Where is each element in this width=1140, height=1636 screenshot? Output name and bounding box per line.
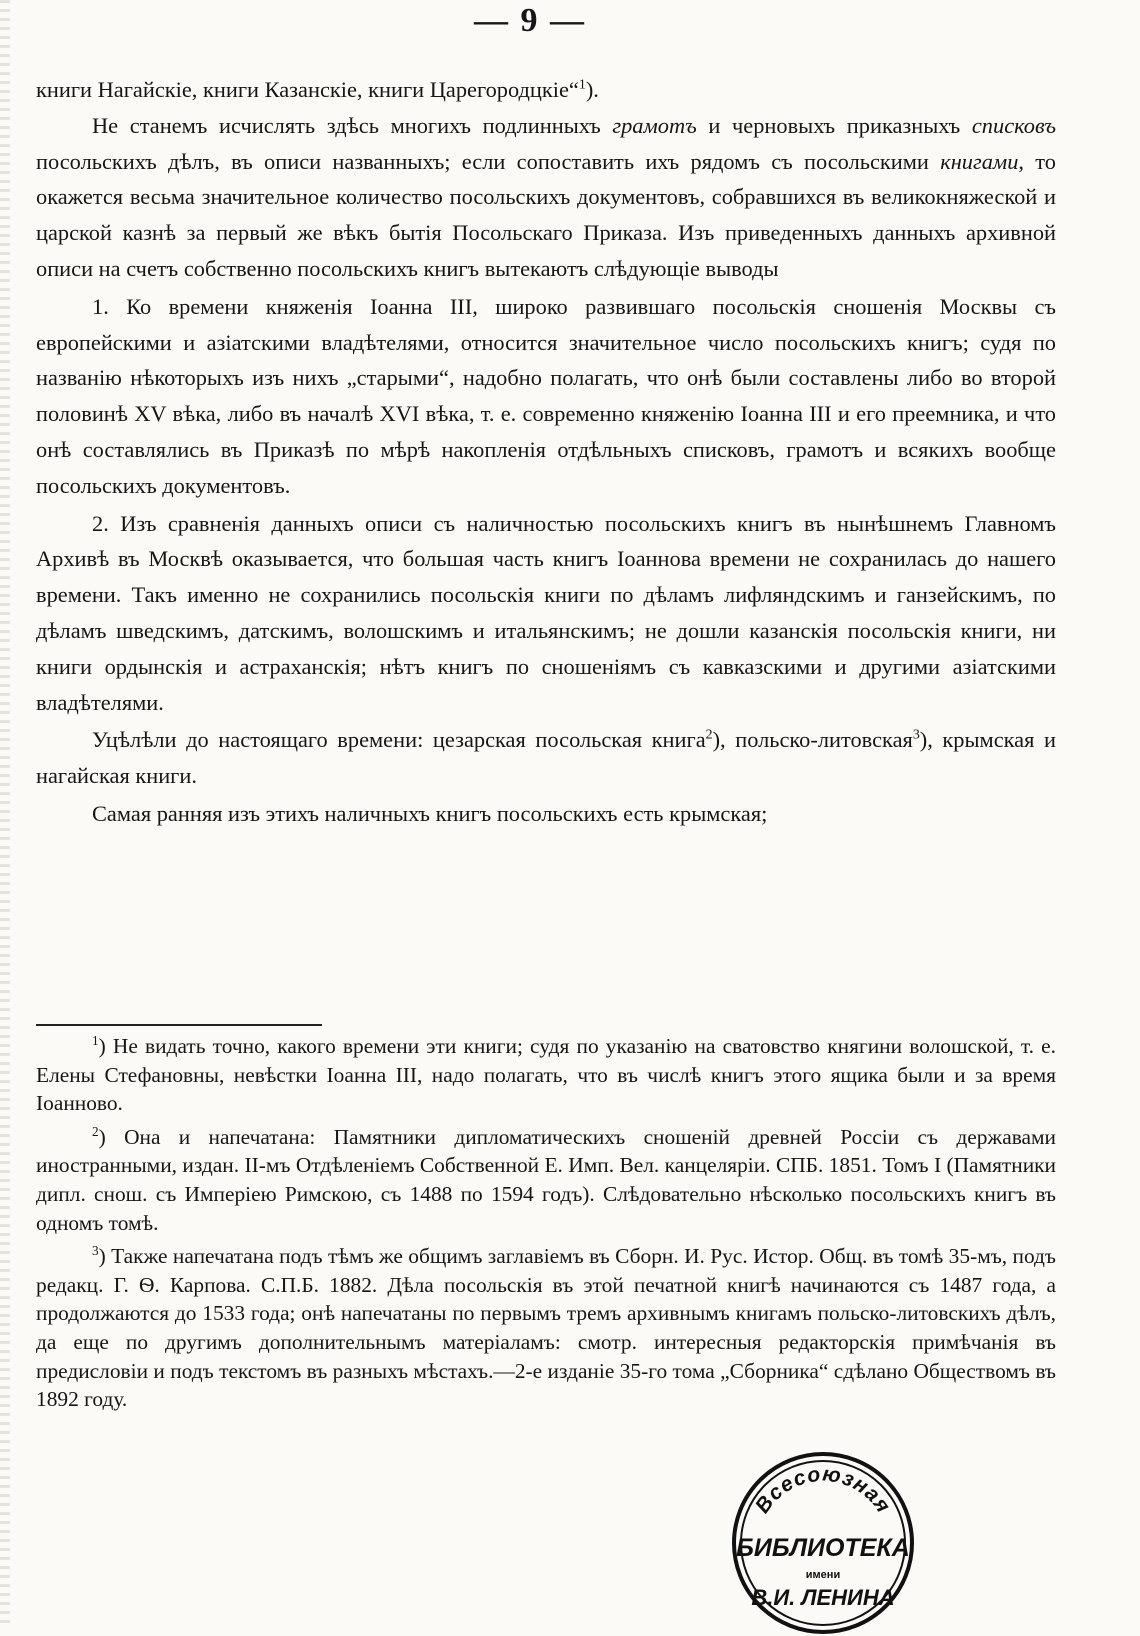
footnote-text: ) Также напечатана подъ тѣмъ же общимъ заглавіемъ въ Сборн. И. Рус. Истор. Общ. въ томѣ 35-мъ, подъ редакц. Г. Ѳ. Карпова. С.П.Б. 1882. Дѣла посольскія въ этой печатной книгѣ начинаются съ 1487 года, а продолжаются до 1533 года; онѣ напечатаны по первымъ тремъ архивнымъ книгамъ польско-литовскихъ дѣлъ, да еще по другимъ дополнительнымъ матеріаламъ: смотр. интересныя редакторскія примѣчанія въ предисловіи и подъ текстомъ въ разныхъ мѣстахъ.—2-е изданіе 35-го тома „Сборника“ сдѣлано Обществомъ въ 1892 году. [36,1244,1056,1412]
library-stamp [730,1450,916,1636]
footnote-ref-2[interactable]: 2 [705,727,713,743]
footnote-mark: 2 [92,1123,99,1139]
footnote-ref-3[interactable]: 3 [912,727,920,743]
paragraph-1-emphasis: книгами [940,148,1019,174]
footnotes [36,1032,1056,1419]
paragraph-0-end: ). [585,77,599,102]
paragraph-1-part: посольскихъ дѣлъ, въ описи названныхъ; если сопоставить ихъ рядомъ съ посольскими [36,148,941,174]
paragraph-1-part: и черновыхъ приказныхъ [696,112,972,138]
paragraph-1-emphasis: списковъ [971,112,1056,138]
footnote-mark: 3 [92,1243,99,1259]
paragraph-0-text: книги Нагайскіе, книги Казанскіе, книги Царегородцкіе“ [36,77,579,102]
footnote-text: ) Не видать точно, какого времени эти книги; судя по указанію на сватовство княгини волошской, т. е. Елены Стефановны, невѣстки Іоанна III, надо полагать, что въ числѣ книгъ этого ящика были и за время Іоанново. [36,1034,1056,1116]
footnote-2 [36,1123,1056,1237]
paragraph-1 [36,108,1056,287]
stamp-small-text: имени [805,1569,841,1581]
paragraph-4-part: ), крымская и нагайская книги. [36,727,1057,789]
footnote-1 [36,1032,1056,1118]
stamp-bottom-text: В.И. ЛЕНИНА [751,1585,895,1610]
paragraph-4-part: ), польско-литовская [712,727,913,753]
page-number: — 9 — [474,2,586,39]
paragraph-surviving-books [36,722,1056,794]
paragraph-earliest-book: Самая ранняя изъ этихъ наличныхъ книгъ посольскихъ есть крымская; [92,800,768,826]
stamp-top-text: Всесоюзная [750,1462,896,1518]
paragraph-1-emphasis: грамотъ [612,112,697,138]
footnote-divider [36,1024,322,1026]
main-text [36,72,1056,832]
footnote-mark: 1 [92,1032,99,1048]
paragraph-conclusion-2: 2. Изъ сравненія данныхъ описи съ наличностью посольскихъ книгъ въ нынѣшнемъ Главномъ Архивѣ въ Москвѣ оказывается, что большая часть книгъ Іоаннова времени не сохранилась до нашего времени. Такъ именно не сохранились посольскія книги по дѣламъ лифляндскимъ и ганзейскимъ, по дѣламъ шведскимъ, датскимъ, волошскимъ и итальянскимъ; не дошли казанскія посольскія книги, ни книги ордынскія и астраханскія; нѣтъ книгъ по сношеніямъ съ кавказскими и другими азіатскими владѣтелями. [36,510,1056,715]
paragraph-1-part: Не станемъ исчислять здѣсь многихъ подлинныхъ [92,112,613,138]
stamp-middle-text: БИБЛИОТЕКА [736,1534,910,1562]
footnote-ref-1[interactable]: 1 [578,77,586,93]
paragraph-0 [36,72,1056,108]
scan-edge-shadow [0,0,10,1625]
paragraph-1-part: , то окажется весьма значительное количество посольскихъ документовъ, собравшихся въ великокняжеской и царской казнѣ за первый же вѣкъ бытія Посольскаго Приказа. Изъ приведенныхъ данныхъ архивной описи на счетъ собственно посольскихъ книгъ вытекаютъ слѣдующіе выводы [36,148,1056,281]
footnote-3 [36,1242,1056,1414]
paragraph-conclusion-1: 1. Ко времени княженія Іоанна III, широко развившаго посольскія сношенія Москвы съ европейскими и азіатскими владѣтелями, относится значительное число посольскихъ книгъ; судя по названію нѣкоторыхъ изъ нихъ „старыми“, надобно полагать, что онѣ были составлены либо во второй половинѣ XV вѣка, либо въ началѣ XVI вѣка, т. е. современно княженію Іоанна III и его преемника, и что онѣ составлялись въ Приказѣ по мѣрѣ накопленія отдѣльныхъ списковъ, грамотъ и всякихъ вообще посольскихъ документовъ. [36,293,1056,498]
paragraph-4-part: Уцѣлѣли до настоящаго времени: цезарская посольская книга [92,727,706,753]
footnote-text: ) Она и напечатана: Памятники дипломатическихъ сношеній древней Россіи съ державами иностранными, издан. II-мъ Отдѣленіемъ Собственной Е. Имп. Вел. канцеляріи. СПБ. 1851. Томъ I (Памятники дипл. снош. съ Имперіею Римскою, съ 1488 по 1594 годъ). Слѣдовательно нѣсколько посольскихъ книгъ въ одномъ томѣ. [36,1124,1056,1235]
